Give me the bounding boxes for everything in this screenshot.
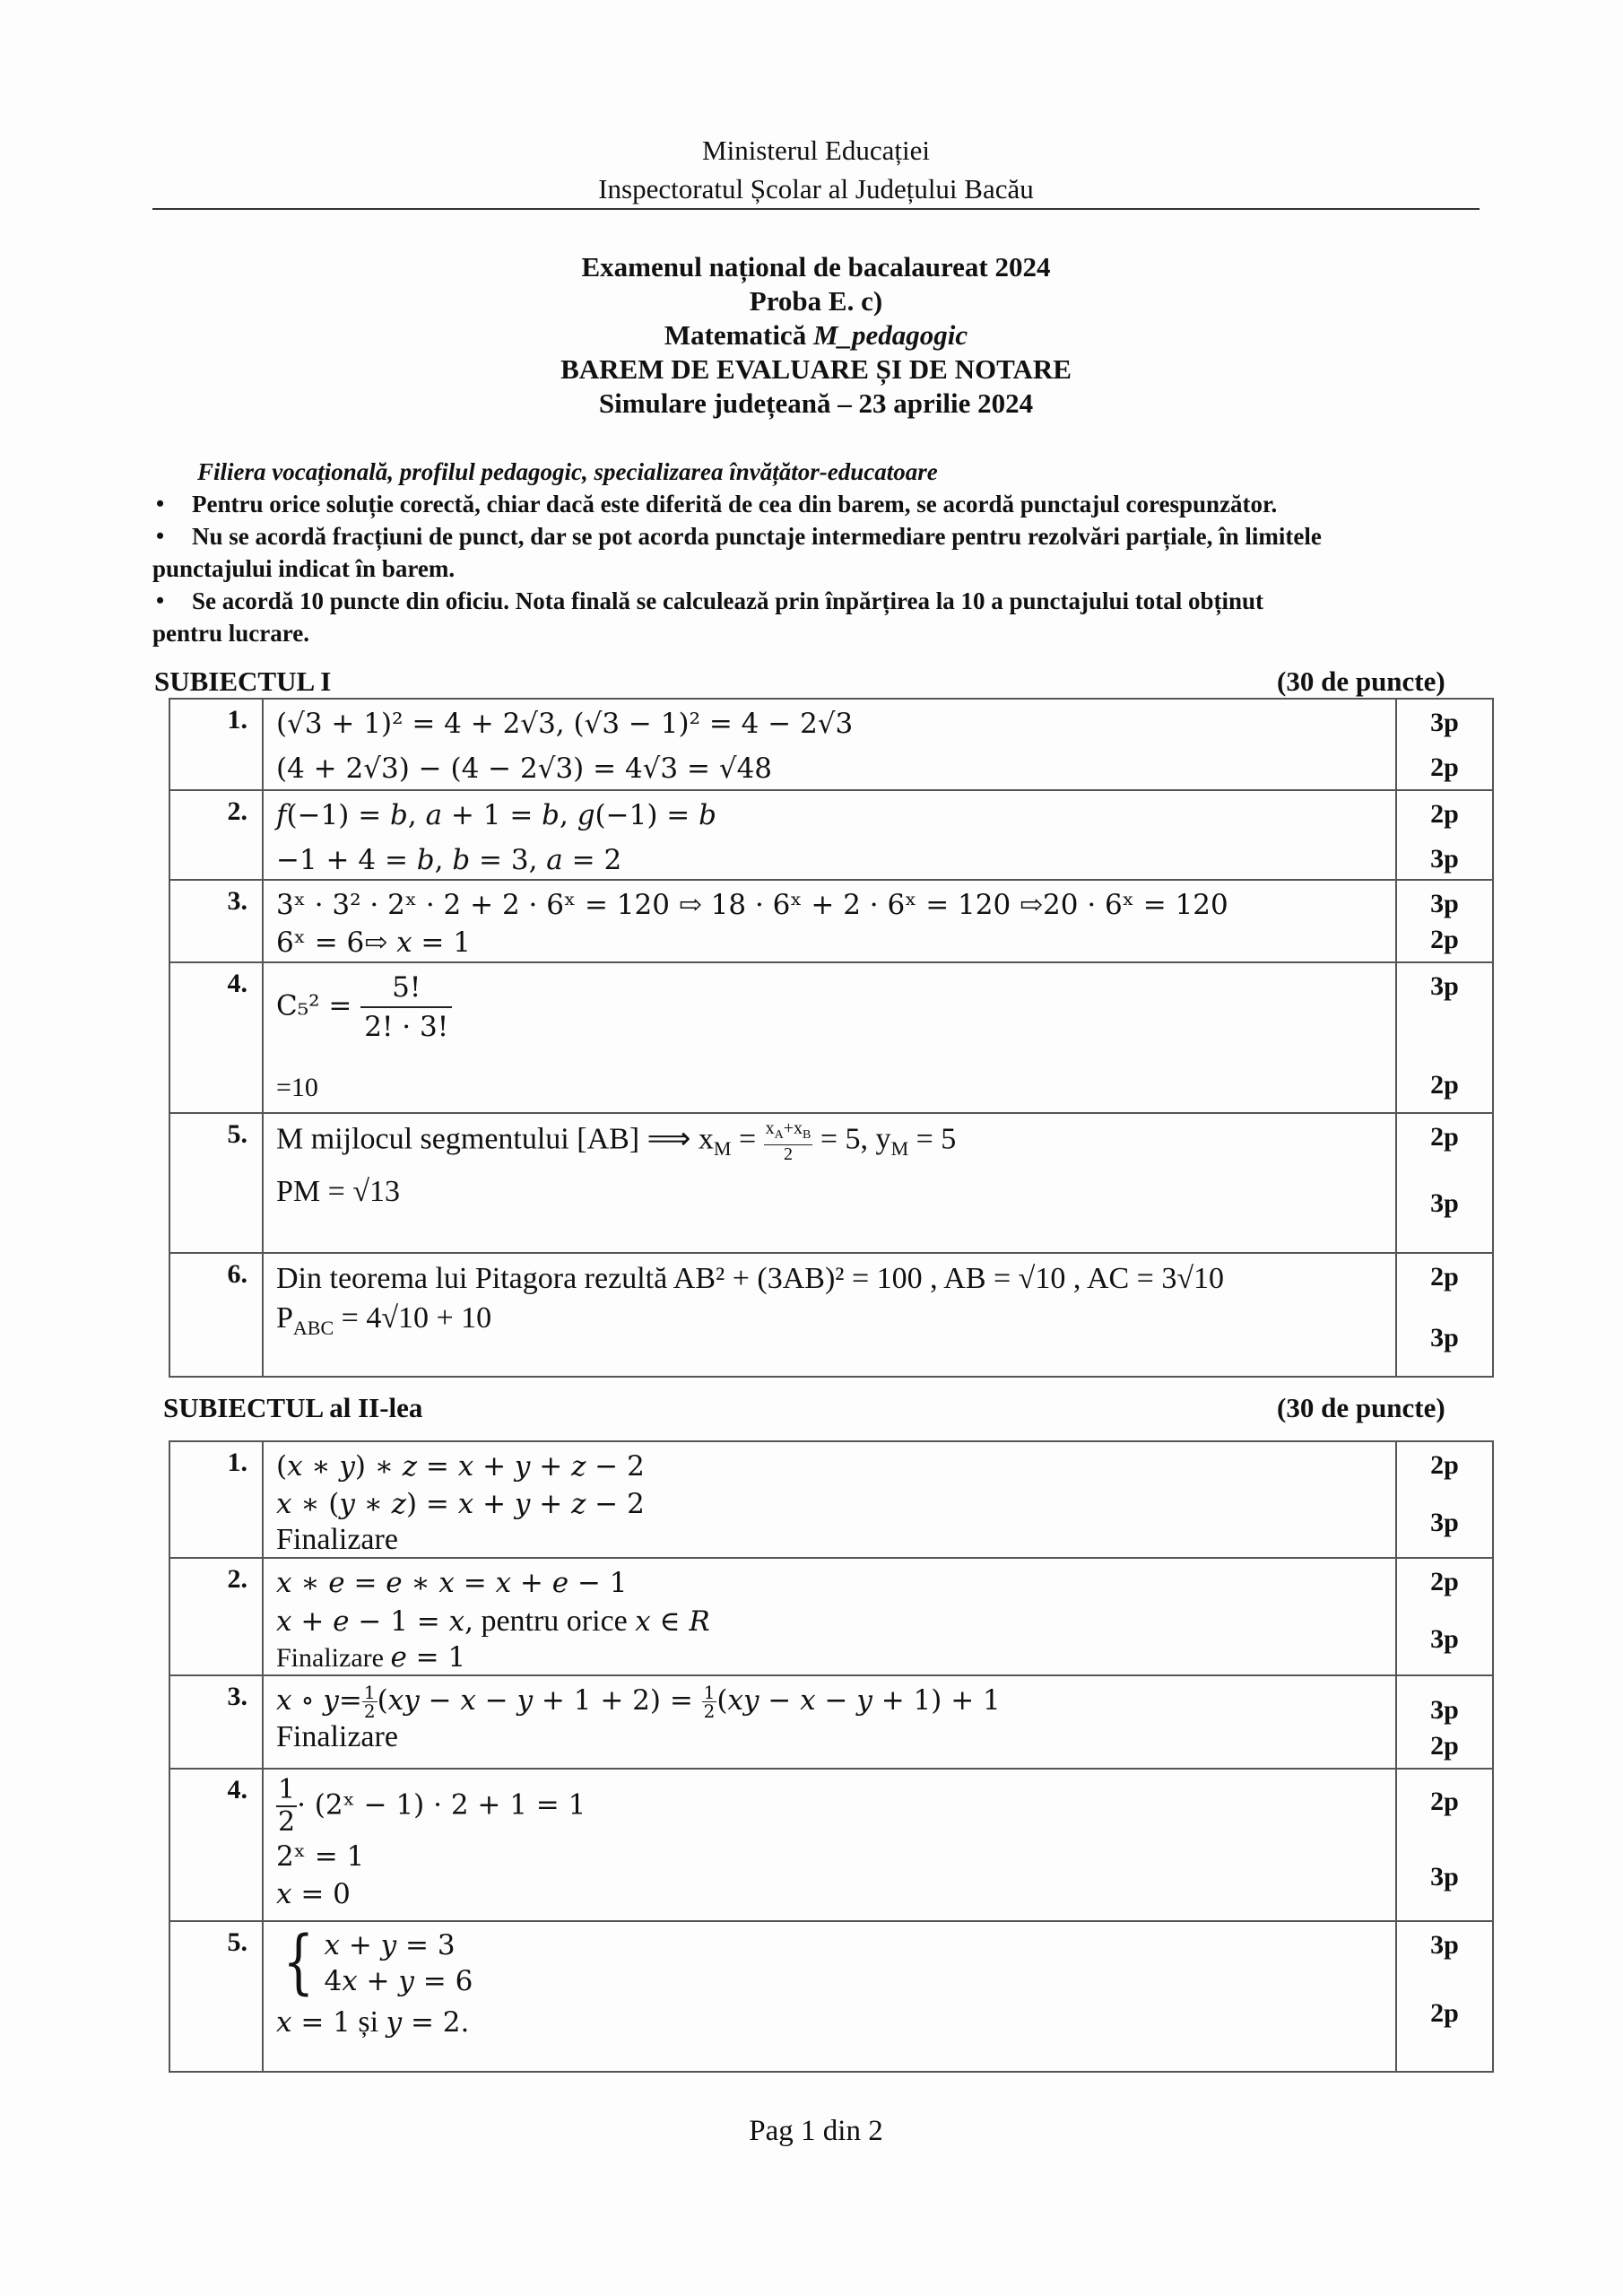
equals: =: [731, 1122, 764, 1156]
composition-end: (𝑥𝑦 − 𝑥 − 𝑦 + 1) + 1: [716, 1684, 1001, 1717]
note-bullet-3-cont: pentru lucrare.: [152, 620, 309, 647]
exam-proba: Proba E. c): [749, 285, 883, 317]
row-points: [1396, 1441, 1493, 1558]
table-row: [169, 1113, 1493, 1253]
midpoint-text: M mijlocul segmentului [AB] ⟹ x: [276, 1122, 714, 1156]
row-points: [1396, 962, 1493, 1113]
points-value: 2p: [1430, 1998, 1459, 2028]
row-number: 6.: [169, 1253, 263, 1377]
solution-and: și: [350, 2005, 386, 2039]
solution-line: 6ˣ = 6⇨ 𝑥 = 1: [276, 926, 471, 959]
row-solution: [263, 1769, 1396, 1921]
solution-line: PM = √13: [276, 1175, 400, 1209]
row-solution: [263, 1113, 1396, 1253]
points-value: 3p: [1430, 1188, 1459, 1218]
solution-line: Finalizare: [276, 1720, 398, 1753]
header-divider: [152, 208, 1480, 210]
fraction-numerator: 1: [703, 1682, 716, 1703]
fn-sub-a: A: [774, 1128, 784, 1142]
points-value: 2p: [1430, 1070, 1459, 1100]
solution-x: 𝑥 = 1: [276, 2006, 351, 2039]
subscript: M: [890, 1137, 909, 1161]
row-solution: [263, 1675, 1396, 1769]
points-value: 2p: [1430, 799, 1459, 829]
subscript: M: [713, 1137, 732, 1161]
solution-line: (√3 + 1)² = 4 + 2√3, (√3 − 1)² = 4 − 2√3: [276, 708, 854, 740]
page-number: Pag 1 din 2: [749, 2115, 883, 2147]
note-bullet-3: • Se acordă 10 puncte din oficiu. Nota finală se calculează prin înpărțirea la 10 a punctajului total obținut: [152, 585, 1488, 617]
section-1-points: (30 de puncte): [1277, 665, 1445, 697]
fraction-numerator: 5!: [360, 969, 452, 1008]
row-points: [1396, 1253, 1493, 1377]
points-value: 3p: [1430, 1508, 1459, 1537]
row-number: 3.: [169, 880, 263, 962]
points-value: 2p: [1430, 1731, 1459, 1761]
fraction-denominator: 2: [363, 1700, 376, 1722]
equation-system: [276, 1922, 1395, 2003]
points-value: 2p: [1430, 1567, 1459, 1596]
perimeter-value: = 4√10 + 10: [334, 1301, 492, 1335]
row-solution: [263, 1558, 1396, 1675]
row-solution: [263, 1253, 1396, 1377]
fraction-denominator: 2: [278, 1806, 296, 1838]
points-value: 3p: [1430, 708, 1459, 737]
row-number: 1.: [169, 699, 263, 790]
points-value: 2p: [1430, 1262, 1459, 1292]
midpoint-end: = 5: [908, 1122, 957, 1156]
table-row: [169, 1253, 1493, 1377]
row-number: 5.: [169, 1921, 263, 2072]
solution-line: =10: [276, 1073, 318, 1102]
points-value: 3p: [1430, 971, 1459, 1001]
identity-math: 𝑥 + 𝑒 − 1 = 𝑥,: [276, 1605, 473, 1638]
fn-plus: +x: [783, 1118, 803, 1138]
composition-line: [276, 1682, 1395, 1720]
fraction-numerator: [764, 1119, 813, 1145]
finalize-text: Finalizare: [276, 1643, 391, 1673]
solution-line: 𝑥 ∗ 𝑒 = 𝑒 ∗ 𝑥 = 𝑥 + 𝑒 − 1: [276, 1567, 628, 1599]
row-points: [1396, 1769, 1493, 1921]
row-points: [1396, 1675, 1493, 1769]
row-points: [1396, 1558, 1493, 1675]
solution-line: (4 + 2√3) − (4 − 2√3) = 4√3 = √48: [276, 752, 773, 785]
solution-line: (𝑥 ∗ 𝑦) ∗ 𝑧 = 𝑥 + 𝑦 + 𝑧 − 2: [276, 1450, 645, 1483]
solution-line: Finalizare: [276, 1523, 398, 1556]
row-solution: [263, 1441, 1396, 1558]
notes-intro: Filiera vocațională, profilul pedagogic, specializarea învățător-educatoare: [197, 458, 938, 485]
points-value: 3p: [1430, 889, 1459, 918]
system-eq-2: 4𝑥 + 𝑦 = 6: [324, 1965, 473, 1997]
perimeter-p: P: [276, 1301, 293, 1335]
finalize-math: 𝑒 = 1: [390, 1641, 466, 1674]
row-number: 1.: [169, 1441, 263, 1558]
exam-subject-profile: M_pedagogic: [812, 319, 968, 351]
table-row: [169, 880, 1493, 962]
row-solution: [263, 1921, 1396, 2072]
table-row: [169, 1441, 1493, 1558]
combination-lead: C₅² =: [276, 989, 352, 1022]
note-bullet-2: • Nu se acordă fracțiuni de punct, dar se pot acorda punctaje intermediare pentru rezolvări parțiale, în limitele: [152, 520, 1488, 552]
solution-line: 2ˣ = 1: [276, 1840, 365, 1873]
exam-title: Examenul național de bacalaureat 2024: [581, 251, 1051, 283]
table-row: [169, 790, 1493, 880]
fn-x: x: [765, 1118, 775, 1138]
midpoint-rest: = 5, y: [812, 1122, 891, 1156]
subscript: ABC: [292, 1316, 334, 1339]
header-ministry: Ministerul Educației: [702, 135, 930, 166]
row-number: 5.: [169, 1113, 263, 1253]
table-row: [169, 1769, 1493, 1921]
points-value: 3p: [1430, 1862, 1459, 1892]
half-fraction: [362, 1683, 378, 1720]
row-number: 2.: [169, 790, 263, 880]
equation-line: [276, 1775, 1395, 1838]
grading-title: BAREM DE EVALUARE ȘI DE NOTARE: [560, 353, 1072, 385]
composition-lead: 𝑥 ∘ 𝑦=: [276, 1684, 362, 1717]
combination-line: [276, 969, 1395, 1062]
fraction-numerator: 1: [278, 1774, 296, 1805]
points-value: 3p: [1430, 1930, 1459, 1960]
row-solution: [263, 699, 1396, 790]
fn-sub-b: B: [803, 1128, 812, 1142]
section-2-title: SUBIECTUL al II-lea: [163, 1392, 423, 1423]
identity-text: pentru orice: [473, 1605, 636, 1638]
system-eq-1: 𝑥 + 𝑦 = 3: [324, 1929, 456, 1961]
points-value: 3p: [1430, 1624, 1459, 1654]
row-solution: [263, 880, 1396, 962]
half-fraction: [276, 1775, 297, 1838]
solution-line: 𝑓(−1) = 𝑏, 𝑎 + 1 = 𝑏, 𝑔(−1) = 𝑏: [276, 799, 716, 831]
row-number: 3.: [169, 1675, 263, 1769]
fraction-denominator: 2: [703, 1700, 716, 1722]
note-bullet-2-cont: punctajului indicat în barem.: [152, 555, 456, 582]
row-points: [1396, 699, 1493, 790]
points-value: 3p: [1430, 1695, 1459, 1725]
exam-subject: [152, 319, 1480, 352]
section-2-points: (30 de puncte): [1277, 1392, 1445, 1423]
row-solution: [263, 790, 1396, 880]
solution-line: [276, 2003, 1395, 2042]
identity-domain: 𝑥 ∈ 𝑅: [635, 1605, 710, 1638]
solution-line: 𝑥 = 0: [276, 1878, 351, 1910]
row-number: 4.: [169, 1769, 263, 1921]
table-row: [169, 962, 1493, 1113]
points-value: 2p: [1430, 925, 1459, 954]
table-row: [169, 1921, 1493, 2072]
points-value: 3p: [1430, 1323, 1459, 1352]
header-inspectorate: Inspectoratul Școlar al Județului Bacău: [598, 173, 1034, 204]
row-number: 2.: [169, 1558, 263, 1675]
simulation-date: Simulare județeană – 23 aprilie 2024: [598, 387, 1034, 419]
perimeter-line: [276, 1299, 1395, 1348]
points-value: 2p: [1430, 1122, 1459, 1152]
points-value: 3p: [1430, 844, 1459, 874]
fraction-denominator: 2! · 3!: [364, 1011, 449, 1043]
solution-line: 𝑥 ∗ (𝑦 ∗ 𝑧) = 𝑥 + 𝑦 + 𝑧 − 2: [276, 1488, 645, 1520]
half-fraction: [702, 1683, 717, 1720]
points-value: 2p: [1430, 752, 1459, 782]
system-equations: [325, 1927, 473, 1999]
section-2-table: [169, 1440, 1494, 2073]
finalize-line: [276, 1641, 1395, 1674]
section-1-title: SUBIECTUL I: [154, 665, 332, 697]
composition-mid: (𝑥𝑦 − 𝑥 − 𝑦 + 1 + 2) =: [377, 1684, 702, 1717]
row-number: 4.: [169, 962, 263, 1113]
row-points: [1396, 1113, 1493, 1253]
points-value: 2p: [1430, 1450, 1459, 1480]
fraction-denominator: 2: [784, 1144, 793, 1164]
solution-line: Din teorema lui Pitagora rezultă AB² + (3AB)² = 100 , AB = √10 , AC = 3√10: [276, 1262, 1225, 1295]
table-row: [169, 699, 1493, 790]
table-row: [169, 1675, 1493, 1769]
combination-fraction: [360, 969, 452, 1046]
grading-notes: [152, 456, 1488, 649]
exam-subject-prefix: Matematică: [664, 319, 813, 351]
fraction-numerator: 1: [363, 1682, 376, 1703]
solution-line: 3ˣ · 3² · 2ˣ · 2 + 2 · 6ˣ = 120 ⇨ 18 · 6ˣ + 2 · 6ˣ = 120 ⇨20 · 6ˣ = 120: [276, 889, 1228, 921]
row-solution: [263, 962, 1396, 1113]
note-bullet-1: • Pentru orice soluție corectă, chiar dacă este diferită de cea din barem, se acordă punctajul corespunzător.: [152, 488, 1488, 520]
solution-line: −1 + 4 = 𝑏, 𝑏 = 3, 𝑎 = 2: [276, 844, 622, 876]
identity-line: [276, 1602, 1395, 1641]
system-brace: {: [282, 1922, 315, 2003]
row-points: [1396, 1921, 1493, 2072]
solution-y: 𝑦 = 2.: [386, 2006, 470, 2039]
row-points: [1396, 790, 1493, 880]
points-value: 2p: [1430, 1787, 1459, 1816]
section-1-table: [169, 698, 1494, 1378]
table-row: [169, 1558, 1493, 1675]
midpoint-line: [276, 1119, 1395, 1169]
midpoint-fraction: [764, 1119, 813, 1163]
row-points: [1396, 880, 1493, 962]
equation-rest: · (2ˣ − 1) · 2 + 1 = 1: [297, 1788, 586, 1822]
